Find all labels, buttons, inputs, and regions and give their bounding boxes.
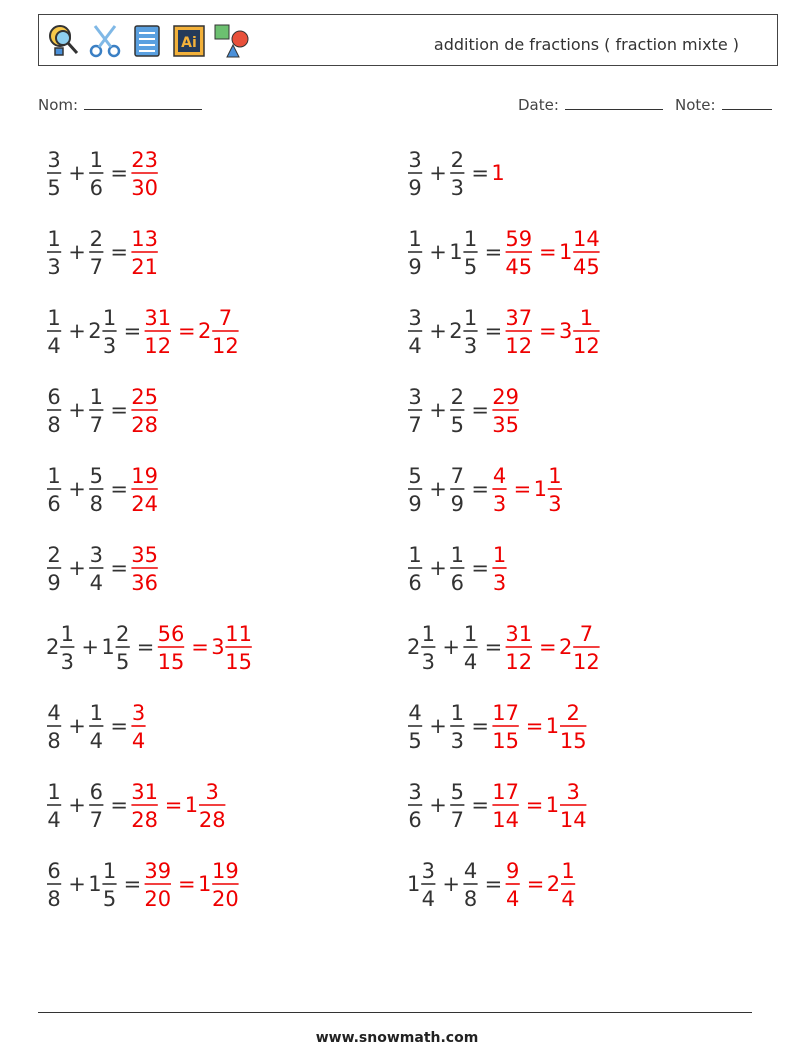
answer-numerator: 29 (492, 385, 519, 409)
operand-b-denominator: 7 (89, 255, 103, 279)
answer-equals-sign: = (191, 635, 209, 659)
answer-whole: 2 (546, 872, 561, 896)
operand-b-numerator: 1 (463, 306, 478, 330)
answer-whole: 3 (559, 319, 573, 343)
operand-a-numerator: 3 (408, 306, 422, 330)
operand-a-denominator: 4 (421, 887, 435, 911)
operand-a-denominator: 5 (47, 176, 61, 200)
equals-sign: = (110, 398, 129, 422)
equals-sign: = (471, 161, 490, 185)
answer-numerator: 1 (548, 464, 562, 488)
answer-denominator: 15 (492, 729, 519, 753)
operand-b-denominator: 7 (89, 808, 103, 832)
plus-sign: + (68, 240, 86, 264)
operand-b-numerator: 1 (450, 701, 464, 725)
operand-b-numerator: 6 (89, 780, 103, 804)
answer-denominator: 12 (144, 334, 172, 358)
answer-denominator: 14 (492, 808, 519, 832)
operand-b-numerator: 1 (102, 306, 117, 330)
name-label: Nom: (38, 96, 79, 114)
answer-denominator: 45 (573, 255, 600, 279)
operand-a-numerator: 1 (47, 306, 61, 330)
answer-numerator: 56 (157, 622, 185, 646)
operand-a-numerator: 6 (47, 859, 61, 883)
answer-denominator: 3 (548, 492, 562, 516)
operand-b-numerator: 1 (89, 148, 103, 172)
equals-sign: = (471, 556, 490, 580)
operand-a-numerator: 3 (421, 859, 435, 883)
operand-b-denominator: 4 (463, 650, 478, 674)
equals-sign: = (484, 635, 503, 659)
operand-b-denominator: 4 (89, 729, 103, 753)
equals-sign: = (471, 477, 490, 501)
operand-a-denominator: 6 (408, 571, 422, 595)
operand-a-numerator: 5 (408, 464, 422, 488)
answer-numerator: 1 (561, 859, 575, 883)
operand-b-numerator: 1 (89, 701, 103, 725)
answer-denominator: 3 (492, 571, 507, 595)
plus-sign: + (81, 635, 100, 659)
operand-b-denominator: 5 (102, 887, 117, 911)
operand-a-numerator: 1 (408, 227, 422, 251)
answer-denominator: 12 (573, 650, 600, 674)
equals-sign: = (110, 477, 129, 501)
operand-a-denominator: 7 (408, 413, 422, 437)
answer-equals-sign: = (164, 793, 183, 817)
operand-a-denominator: 6 (408, 808, 422, 832)
answer-numerator: 3 (131, 701, 146, 725)
answer-whole: 1 (545, 714, 560, 738)
equals-sign: = (484, 240, 503, 264)
operand-b-whole: 2 (449, 319, 463, 343)
operand-b-whole: 2 (88, 319, 102, 343)
operand-a-denominator: 9 (408, 255, 422, 279)
plus-sign: + (68, 793, 86, 817)
operand-a-numerator: 1 (60, 622, 74, 646)
operand-a-denominator: 3 (47, 255, 61, 279)
answer-numerator: 39 (144, 859, 172, 883)
answer-whole: 1 (198, 872, 212, 896)
plus-sign: + (429, 319, 447, 343)
answer-denominator: 14 (559, 808, 587, 832)
operand-a-numerator: 1 (47, 464, 61, 488)
answer-numerator: 3 (566, 780, 580, 804)
plus-sign: + (68, 319, 86, 343)
operand-a-numerator: 1 (421, 622, 435, 646)
answer-numerator: 17 (492, 780, 519, 804)
operand-b-numerator: 5 (89, 464, 103, 488)
operand-b-numerator: 4 (463, 859, 478, 883)
operand-b-denominator: 3 (450, 729, 464, 753)
answer-denominator: 12 (212, 334, 239, 358)
answer-equals-sign: = (513, 477, 532, 501)
answer-numerator: 9 (506, 859, 520, 883)
operand-a-denominator: 8 (47, 729, 61, 753)
equals-sign: = (471, 714, 490, 738)
operand-a-denominator: 3 (60, 650, 74, 674)
plus-sign: + (429, 793, 447, 817)
operand-b-whole: 1 (449, 240, 463, 264)
date-label: Date: (518, 96, 559, 114)
answer-numerator: 1 (579, 306, 594, 330)
answer-numerator: 35 (131, 543, 158, 567)
plus-sign: + (442, 872, 461, 896)
operand-a-denominator: 4 (47, 334, 61, 358)
note-label: Note: (675, 96, 716, 114)
operand-b-denominator: 7 (89, 413, 103, 437)
operand-b-numerator: 5 (450, 780, 464, 804)
answer-denominator: 36 (131, 571, 158, 595)
operand-b-numerator: 3 (89, 543, 103, 567)
operand-b-denominator: 7 (450, 808, 464, 832)
plus-sign: + (429, 477, 447, 501)
answer-numerator: 19 (131, 464, 158, 488)
equals-sign: = (484, 319, 503, 343)
answer-denominator: 4 (561, 887, 575, 911)
equals-sign: = (123, 872, 142, 896)
answer-denominator: 30 (131, 176, 158, 200)
answer-numerator: 25 (131, 385, 158, 409)
operand-b-numerator: 1 (102, 859, 117, 883)
operand-a-numerator: 3 (47, 148, 61, 172)
answer-whole: 2 (559, 635, 573, 659)
equals-sign: = (110, 556, 129, 580)
footer-divider (38, 1012, 752, 1013)
operand-b-denominator: 6 (89, 176, 103, 200)
operand-b-numerator: 1 (463, 227, 478, 251)
equals-sign: = (123, 319, 142, 343)
operand-a-denominator: 8 (47, 413, 61, 437)
answer-whole: 1 (559, 240, 573, 264)
operand-a-numerator: 1 (408, 543, 422, 567)
answer-numerator: 11 (225, 622, 252, 646)
answer-whole: 1 (184, 793, 199, 817)
operand-a-denominator: 3 (421, 650, 435, 674)
answer-denominator: 20 (212, 887, 239, 911)
equals-sign: = (484, 872, 503, 896)
plus-sign: + (68, 714, 86, 738)
operand-a-whole: 1 (407, 872, 421, 896)
operand-a-numerator: 3 (408, 148, 422, 172)
answer-denominator: 28 (131, 413, 158, 437)
answer-denominator: 4 (506, 887, 520, 911)
operand-b-denominator: 5 (450, 413, 464, 437)
operand-a-numerator: 4 (408, 701, 422, 725)
answer-numerator: 14 (573, 227, 600, 251)
answer-equals-sign: = (539, 240, 557, 264)
equals-sign: = (110, 714, 129, 738)
plus-sign: + (429, 714, 447, 738)
plus-sign: + (68, 556, 86, 580)
answer-denominator: 15 (225, 650, 252, 674)
operand-a-denominator: 6 (47, 492, 61, 516)
operand-a-numerator: 2 (47, 543, 61, 567)
plus-sign: + (429, 240, 447, 264)
plus-sign: + (429, 161, 447, 185)
operand-b-denominator: 4 (89, 571, 103, 595)
operand-b-denominator: 8 (463, 887, 478, 911)
operand-a-denominator: 5 (408, 729, 422, 753)
operand-b-numerator: 2 (89, 227, 103, 251)
operand-b-denominator: 6 (450, 571, 464, 595)
answer-numerator: 31 (505, 622, 533, 646)
answer-denominator: 12 (505, 650, 533, 674)
answer-equals-sign: = (526, 872, 545, 896)
answer-whole: 1 (545, 793, 560, 817)
equals-sign: = (110, 240, 129, 264)
equals-sign: = (471, 793, 490, 817)
answer-equals-sign: = (525, 714, 544, 738)
operand-b-denominator: 8 (89, 492, 103, 516)
answer-denominator: 21 (131, 255, 158, 279)
operand-b-numerator: 7 (450, 464, 464, 488)
answer-denominator: 15 (559, 729, 587, 753)
operand-b-numerator: 2 (450, 148, 464, 172)
operand-b-denominator: 3 (463, 334, 478, 358)
answer-numerator: 19 (212, 859, 239, 883)
plus-sign: + (429, 556, 447, 580)
operand-b-numerator: 1 (89, 385, 103, 409)
operand-a-denominator: 4 (47, 808, 61, 832)
answer-numerator: 59 (505, 227, 533, 251)
answer-denominator: 12 (573, 334, 600, 358)
answer-numerator: 4 (492, 464, 507, 488)
answer-denominator: 15 (157, 650, 185, 674)
equals-sign: = (110, 793, 129, 817)
plus-sign: + (68, 872, 86, 896)
operand-b-numerator: 2 (450, 385, 464, 409)
answer-denominator: 28 (131, 808, 158, 832)
answer-equals-sign: = (178, 319, 196, 343)
answer-equals-sign: = (178, 872, 196, 896)
answer-numerator: 17 (492, 701, 519, 725)
answer-denominator: 3 (492, 492, 507, 516)
plus-sign: + (68, 477, 86, 501)
answer-numerator: 37 (505, 306, 533, 330)
operand-b-denominator: 5 (463, 255, 478, 279)
operand-b-denominator: 5 (116, 650, 130, 674)
operand-b-numerator: 1 (463, 622, 478, 646)
answer-whole: 3 (211, 635, 225, 659)
answer-numerator: 23 (131, 148, 158, 172)
operand-a-numerator: 1 (47, 227, 61, 251)
operand-a-denominator: 9 (408, 176, 422, 200)
operand-a-denominator: 9 (47, 571, 61, 595)
svg-text:Ai: Ai (181, 35, 197, 51)
answer-numerator: 7 (218, 306, 233, 330)
operand-a-denominator: 4 (408, 334, 422, 358)
answer-numerator: 13 (131, 227, 158, 251)
answer-equals-sign: = (539, 319, 557, 343)
operand-a-denominator: 8 (47, 887, 61, 911)
answer-numerator: 7 (579, 622, 594, 646)
plus-sign: + (442, 635, 461, 659)
answer-numerator: 2 (566, 701, 580, 725)
answer-whole: 1 (533, 477, 547, 501)
operand-b-denominator: 9 (450, 492, 464, 516)
operand-a-numerator: 4 (47, 701, 61, 725)
plus-sign: + (68, 161, 86, 185)
answer-denominator: 24 (131, 492, 158, 516)
footer-url: www.snowmath.com (315, 1030, 479, 1046)
answer-denominator: 35 (492, 413, 519, 437)
operand-a-denominator: 9 (408, 492, 422, 516)
answer-denominator: 28 (198, 808, 226, 832)
answer-equals-sign: = (539, 635, 557, 659)
plus-sign: + (429, 398, 447, 422)
operand-b-whole: 1 (88, 872, 102, 896)
answer-numerator: 31 (144, 306, 172, 330)
equals-sign: = (471, 398, 490, 422)
operand-a-numerator: 3 (408, 385, 422, 409)
answer-whole: 1 (491, 161, 505, 185)
operand-b-denominator: 3 (450, 176, 464, 200)
answer-denominator: 20 (144, 887, 172, 911)
operand-a-numerator: 1 (47, 780, 61, 804)
operand-b-whole: 1 (101, 635, 115, 659)
answer-whole: 2 (198, 319, 212, 343)
answer-numerator: 1 (492, 543, 507, 567)
answer-denominator: 12 (505, 334, 533, 358)
equals-sign: = (110, 161, 129, 185)
operand-b-numerator: 1 (450, 543, 464, 567)
answer-denominator: 45 (505, 255, 533, 279)
operand-a-numerator: 3 (408, 780, 422, 804)
answer-denominator: 4 (131, 729, 146, 753)
operand-a-numerator: 6 (47, 385, 61, 409)
operand-a-whole: 2 (46, 635, 60, 659)
operand-b-denominator: 3 (102, 334, 117, 358)
plus-sign: + (68, 398, 86, 422)
operand-b-numerator: 2 (116, 622, 130, 646)
operand-a-whole: 2 (407, 635, 421, 659)
answer-numerator: 3 (205, 780, 219, 804)
answer-equals-sign: = (525, 793, 544, 817)
answer-numerator: 31 (131, 780, 158, 804)
worksheet-title: addition de fractions ( fraction mixte ) (433, 35, 739, 54)
equals-sign: = (136, 635, 155, 659)
